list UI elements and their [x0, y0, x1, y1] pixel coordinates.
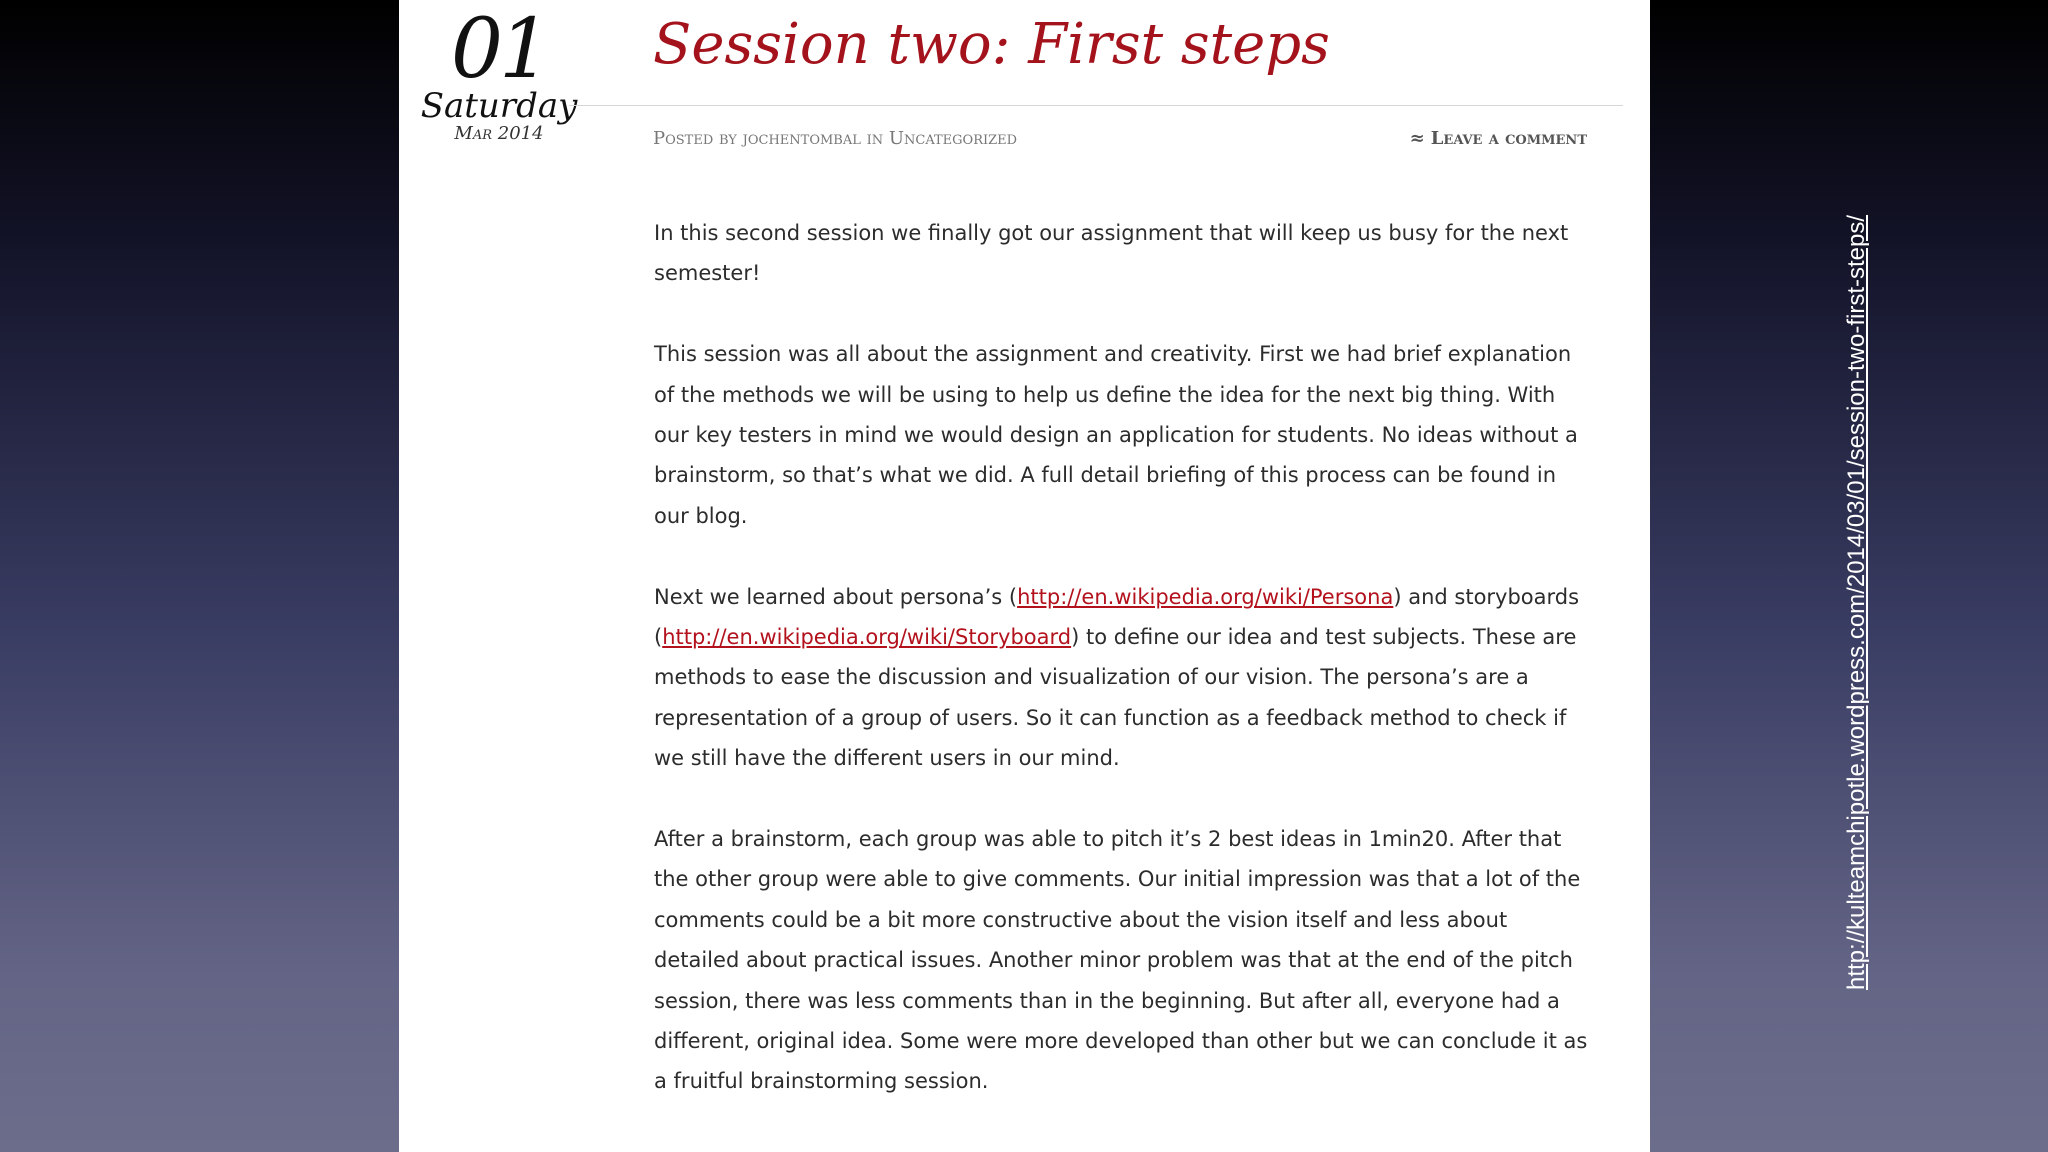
vertical-url-link[interactable] [1844, 162, 1870, 990]
paragraph-2: This session was all about the assignment and creativity. First we had brief explanation of the methods we will be using to help us define the idea for the next big thing. With our key testers in mind we would design an application for students. No ideas without a brainstorm, so that’s what we did. A full detail briefing of this process can be found in our blog. [654, 342, 1578, 528]
blog-post-page [399, 0, 1650, 1152]
post-byline [653, 124, 1017, 154]
comment-icon: ≈ [1409, 128, 1425, 149]
posted-by-label: Posted by [653, 128, 737, 149]
in-label: in [866, 128, 884, 149]
storyboard-link[interactable]: http://en.wikipedia.org/wiki/Storyboard [662, 625, 1072, 650]
author-link[interactable]: jochentombal [742, 128, 861, 149]
category-link[interactable]: Uncategorized [888, 128, 1018, 149]
paragraph-3-text-2: ) and storyboards ( [654, 584, 1580, 650]
post-date-weekday: Saturday [420, 86, 578, 126]
paragraph-3-text-3: ) to define our idea and test subjects. These are methods to ease the discussion and visualization of our vision. The persona’s are a representation of a group of users. So it can function as a feedback method to check if we still have the different users in our mind. [654, 625, 1577, 771]
post-content [654, 213, 1596, 1142]
post-date [419, 2, 579, 144]
vertical-url-text: http://kulteamchipotle.wordpress.com/2014/03/01/session-two-first-steps/ [1843, 214, 1870, 990]
paragraph-3 [654, 577, 1596, 779]
title-divider [569, 105, 1623, 106]
post-meta [653, 124, 1587, 154]
paragraph-4: After a brainstorm, each group was able to pitch it’s 2 best ideas in 1min20. After that the other group were able to give comments. Our initial impression was that a lot of the comments could be a bit more constructive about the vision itself and less about detailed about practical issues. Another minor problem was that at the end of the pitch session, there was less comments than in the beginning. But after all, everyone had a different, original idea. Some were more developed than other but we can conclude it as a fruitful brainstorming session. [654, 827, 1588, 1094]
paragraph-3-text-1: Next we learned about persona’s ( [654, 584, 1018, 609]
paragraph-1: In this second session we finally got our assignment that will keep us busy for the next semester! [654, 221, 1569, 286]
persona-link[interactable]: http://en.wikipedia.org/wiki/Persona [1017, 584, 1394, 609]
post-date-month-year: Mar 2014 [454, 123, 544, 144]
leave-comment-label: Leave a comment [1430, 128, 1587, 149]
post-date-day: 01 [450, 2, 548, 97]
leave-comment-link[interactable] [1410, 124, 1587, 154]
post-title[interactable]: Session two: First steps [653, 12, 1330, 77]
